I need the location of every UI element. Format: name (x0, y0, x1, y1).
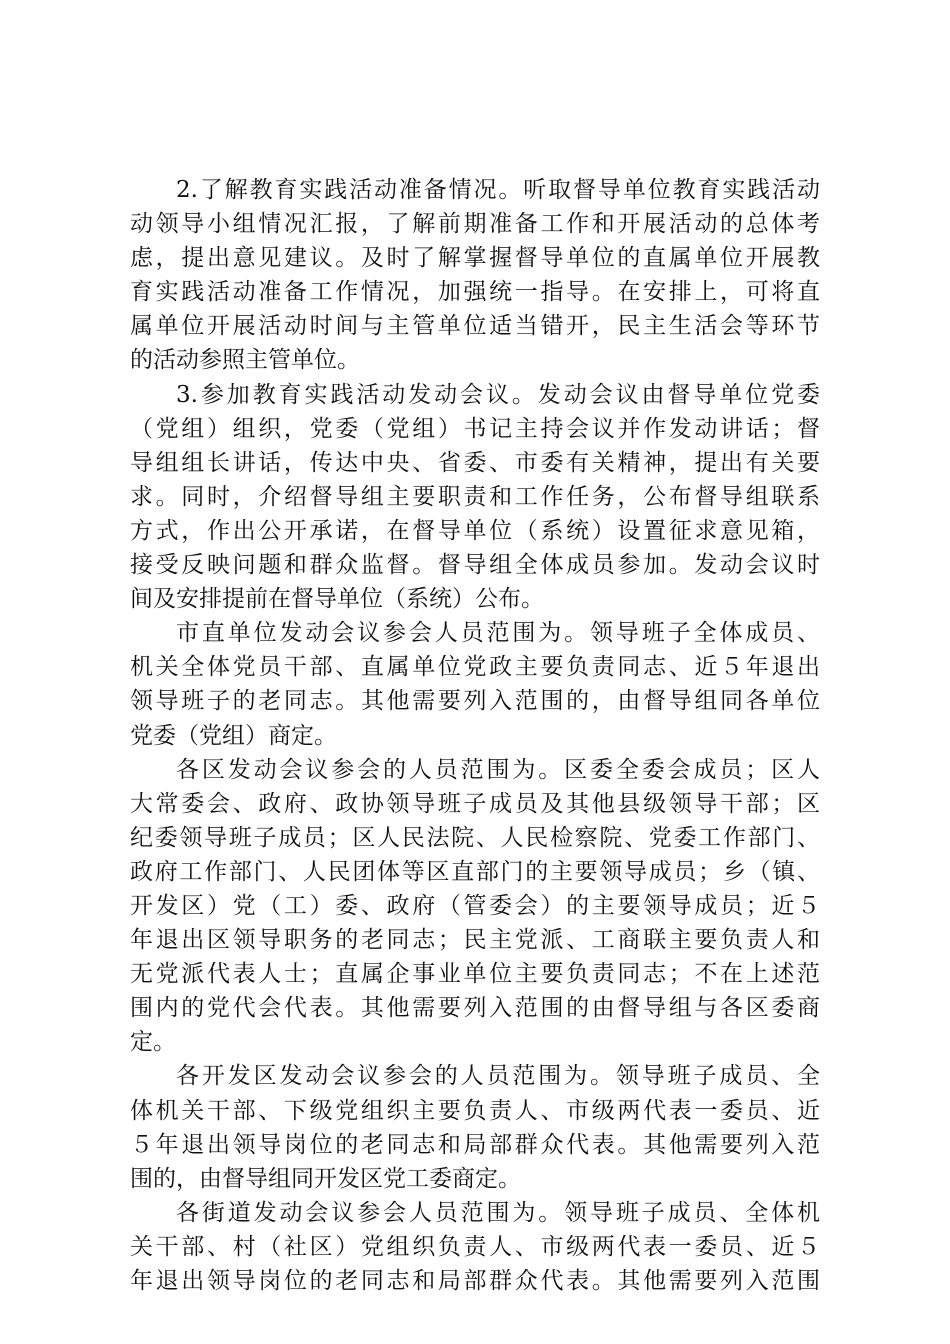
text-line: 求。同时，介绍督导组主要职责和工作任务，公布督导组联系 (130, 483, 820, 510)
paragraph-dev-zones (130, 1059, 820, 1195)
paragraph-item-2 (130, 173, 820, 378)
text-line: 领导班子的老同志。其他需要列入范围的，由督导组同各单位 (130, 688, 820, 715)
text-line: 市直单位发动会议参会人员范围为。领导班子全体成员、 (176, 620, 820, 647)
text-line: 大常委会、政府、政协领导班子成员及其他县级领导干部；区 (130, 790, 820, 817)
text-line: （党组）组织，党委（党组）书记主持会议并作发动讲话；督 (130, 415, 820, 442)
text-line: 无党派代表人士；直属企事业单位主要负责同志；不在上述范 (130, 961, 820, 988)
text-line: 围的，由督导组同开发区党工委商定。 (130, 1165, 521, 1192)
text-line: 间及安排提前在督导单位（系统）公布。 (130, 586, 544, 613)
text-line: 政府工作部门、人民团体等区直部门的主要领导成员；乡（镇、 (130, 858, 820, 885)
paragraph-districts (130, 753, 820, 1060)
text-line: 开发区）党（工）委、政府（管委会）的主要领导成员；近５ (130, 892, 820, 919)
text-line: 各区发动会议参会的人员范围为。区委全委会成员；区人 (176, 756, 820, 783)
text-line: 定。 (130, 1029, 176, 1056)
text-line: 纪委领导班子成员；区人民法院、人民检察院、党委工作部门、 (130, 824, 820, 851)
text-line: 2.了解教育实践活动准备情况。听取督导单位教育实践活动 (176, 177, 820, 203)
text-line: 属单位开展活动时间与主管单位适当错开，民主生活会等环节 (130, 313, 820, 340)
text-line: 围内的党代会代表。其他需要列入范围的由督导组与各区委商 (130, 995, 820, 1022)
text-line: 体机关干部、下级党组织主要负责人、市级两代表一委员、近 (130, 1097, 820, 1124)
text-line: 动领导小组情况汇报，了解前期准备工作和开展活动的总体考 (130, 211, 820, 238)
text-line: 的活动参照主管单位。 (130, 347, 360, 374)
paragraph-city-units (130, 616, 820, 752)
paragraph-streets (130, 1196, 820, 1298)
text-line: 虑，提出意见建议。及时了解掌握督导单位的直属单位开展教 (130, 245, 820, 272)
text-line: 年退出领导岗位的老同志和局部群众代表。其他需要列入范围 (130, 1268, 820, 1294)
text-line: 方式，作出公开承诺，在督导单位（系统）设置征求意见箱， (130, 517, 820, 544)
text-line: 关干部、村（社区）党组织负责人、市级两代表一委员、近５ (130, 1233, 820, 1260)
text-line: 年退出区领导职务的老同志；民主党派、工商联主要负责人和 (130, 927, 820, 954)
text-line: 育实践活动准备工作情况，加强统一指导。在安排上，可将直 (130, 279, 820, 306)
text-line: 党委（党组）商定。 (130, 722, 337, 749)
text-line: 各开发区发动会议参会的人员范围为。领导班子成员、全 (176, 1063, 820, 1090)
paragraph-item-3 (130, 378, 820, 617)
document-body (130, 173, 820, 1298)
text-line: 接受反映问题和群众监督。督导组全体成员参加。发动会议时 (130, 552, 820, 579)
text-line: 机关全体党员干部、直属单位党政主要负责同志、近５年退出 (130, 654, 820, 681)
text-line: 各街道发动会议参会人员范围为。领导班子成员、全体机 (176, 1199, 820, 1226)
text-line: 3.参加教育实践活动发动会议。发动会议由督导单位党委 (176, 381, 820, 408)
text-line: ５年退出领导岗位的老同志和局部群众代表。其他需要列入范 (130, 1131, 820, 1158)
text-line: 导组组长讲话，传达中央、省委、市委有关精神，提出有关要 (130, 449, 820, 476)
